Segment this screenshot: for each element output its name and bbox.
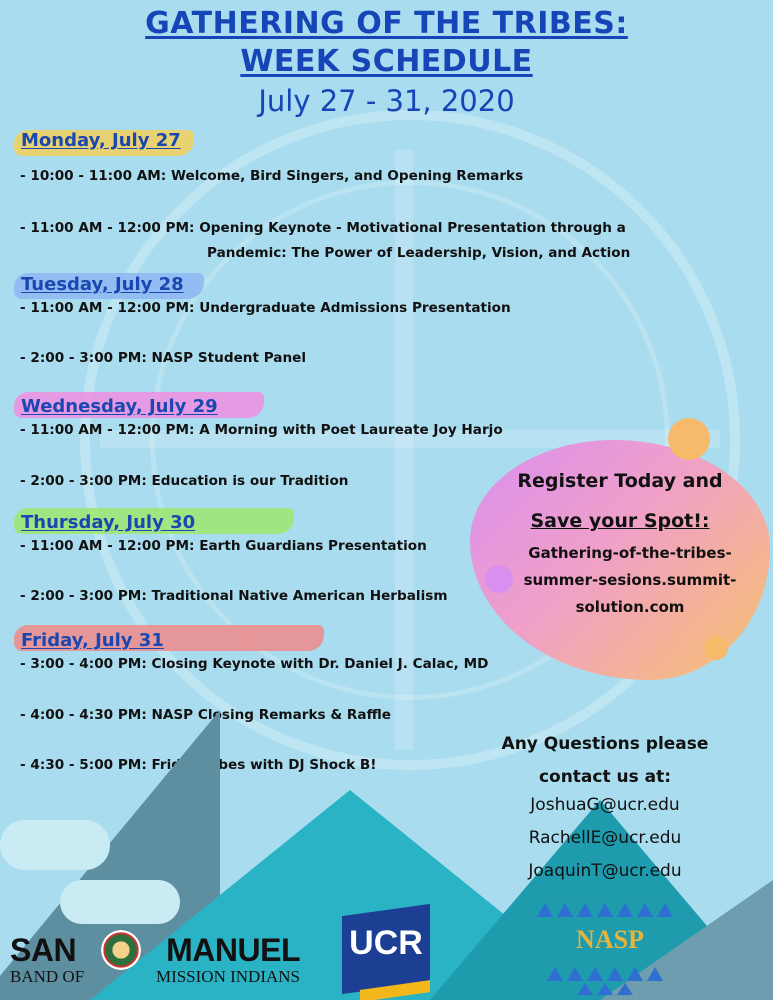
page-title: GATHERING OF THE TRIBES: [145, 6, 628, 41]
schedule-item: - 11:00 AM - 12:00 PM: Undergraduate Admissions Presentation [20, 300, 511, 316]
day-heading-wednesday: Wednesday, July 29 [21, 396, 218, 417]
day-heading-monday: Monday, July 27 [21, 130, 181, 151]
register-heading: Register Today and [517, 470, 723, 492]
logo-text: SAN [10, 931, 77, 968]
contact-heading [470, 728, 740, 794]
schedule-item: - 4:00 - 4:30 PM: NASP Closing Remarks & Raffle [20, 707, 391, 723]
logo-subtext: BAND OF [10, 967, 85, 986]
contact-heading-line: contact us at: [538, 767, 672, 787]
schedule-item: - 11:00 AM - 12:00 PM: Opening Keynote - Motivational Presentation through a [20, 220, 626, 236]
schedule-item: - 2:00 - 3:00 PM: Traditional Native American Herbalism [20, 588, 448, 604]
schedule-item: - 10:00 - 11:00 AM: Welcome, Bird Singers, and Opening Remarks [20, 168, 524, 184]
nasp-logo [535, 895, 685, 995]
register-link-line[interactable]: Gathering-of-the-tribes- [528, 544, 732, 562]
logo-subtext: MISSION INDIANS [155, 967, 300, 986]
schedule-item: - 3:00 - 4:00 PM: Closing Keynote with Dr. Daniel J. Calac, MD [20, 656, 489, 672]
decor-dot [668, 418, 710, 460]
schedule-item: - 4:30 - 5:00 PM: Friday Vibes with DJ Shock B! [20, 757, 377, 773]
nasp-logo-text: NASP [576, 925, 644, 954]
contact-heading-line: Any Questions please [501, 734, 709, 754]
schedule-item: - 11:00 AM - 12:00 PM: A Morning with Poet Laureate Joy Harjo [20, 422, 503, 438]
cloud [0, 820, 110, 870]
contact-email[interactable]: RachellE@ucr.edu [528, 828, 682, 848]
cloud [60, 880, 180, 924]
day-heading-tuesday: Tuesday, July 28 [21, 274, 184, 295]
san-manuel-logo [10, 930, 300, 990]
event-dates: July 27 - 31, 2020 [258, 84, 515, 118]
day-heading-thursday: Thursday, July 30 [21, 512, 196, 533]
register-link[interactable] [480, 540, 773, 621]
schedule-item: - 11:00 AM - 12:00 PM: Earth Guardians Presentation [20, 538, 427, 554]
schedule-item: Pandemic: The Power of Leadership, Vision, and Action [207, 245, 631, 261]
schedule-item: - 2:00 - 3:00 PM: NASP Student Panel [20, 350, 307, 366]
day-heading-friday: Friday, July 31 [21, 630, 164, 651]
page-subtitle: WEEK SCHEDULE [240, 44, 533, 79]
contact-email[interactable]: JoaquinT@ucr.edu [528, 861, 682, 881]
register-link-line[interactable]: summer-sesions.summit- [523, 571, 737, 589]
ucr-logo-text: UCR [349, 924, 423, 962]
logo-text: MANUEL [166, 931, 300, 968]
ucr-logo [342, 904, 430, 994]
register-link-line[interactable]: solution.com [575, 598, 685, 616]
contact-email[interactable]: JoshuaG@ucr.edu [530, 795, 680, 815]
save-spot-heading: Save your Spot!: [530, 510, 710, 532]
decor-dot [704, 636, 728, 660]
emblem-icon [101, 930, 141, 970]
schedule-item: - 2:00 - 3:00 PM: Education is our Tradition [20, 473, 349, 489]
